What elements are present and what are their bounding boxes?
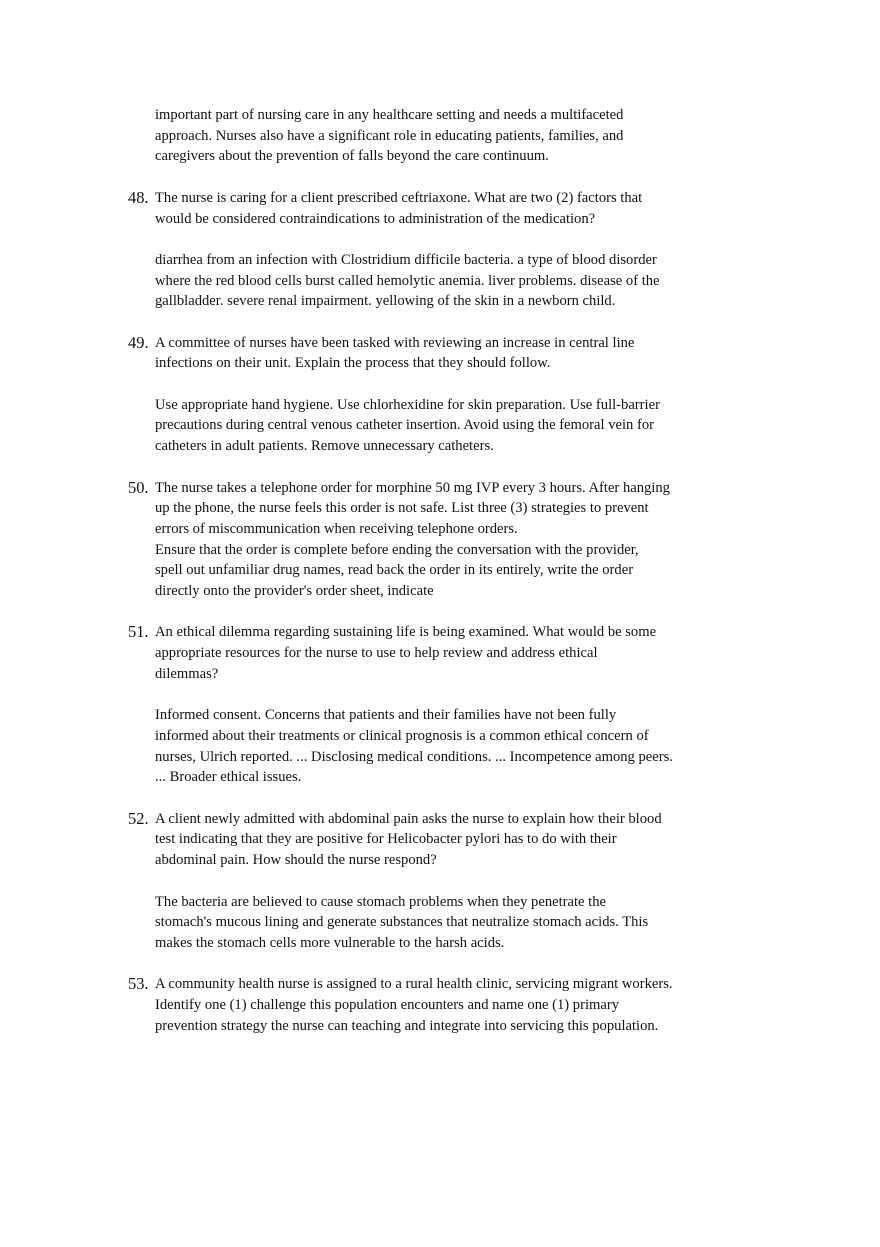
question-line: dilemmas? [155, 665, 219, 682]
question-line: A committee of nurses have been tasked with reviewing an increase in central line [155, 334, 635, 351]
answer-line: stomach's mucous lining and generate substances that neutralize stomach acids. This [155, 914, 649, 931]
question-number: 49. [128, 332, 149, 352]
question-line: An ethical dilemma regarding sustaining life is being examined. What would be some [155, 624, 657, 641]
question-number: 52. [128, 808, 149, 828]
answer-line: Use appropriate hand hygiene. Use chlorhexidine for skin preparation. Use full-barrier [155, 396, 660, 413]
answer-text [155, 395, 700, 457]
document-body [128, 105, 700, 1036]
question-number: 48. [128, 187, 149, 207]
spacer [155, 871, 700, 892]
intro-paragraph [155, 105, 700, 167]
question-line: The nurse takes a telephone order for morphine 50 mg IVP every 3 hours. After hanging [155, 479, 670, 496]
question-line: spell out unfamiliar drug names, read back the order in its entirely, write the order [155, 562, 634, 579]
question-text [155, 478, 700, 602]
answer-text [155, 250, 700, 312]
answer-line: Informed consent. Concerns that patients and their families have not been fully [155, 707, 617, 724]
question-text [155, 188, 700, 229]
question-text [155, 333, 700, 374]
question-line: would be considered contraindications to administration of the medication? [155, 210, 596, 227]
question-item [128, 974, 700, 1036]
question-line: infections on their unit. Explain the process that they should follow. [155, 355, 551, 372]
question-line: appropriate resources for the nurse to use to help review and address ethical [155, 645, 598, 662]
question-text [155, 622, 700, 684]
intro-line: approach. Nurses also have a significant role in educating patients, families, and [155, 127, 624, 144]
question-line: abdominal pain. How should the nurse respond? [155, 852, 437, 869]
spacer [155, 167, 700, 188]
spacer [155, 457, 700, 478]
question-item [128, 477, 700, 602]
intro-line: caregivers about the prevention of falls beyond the care continuum. [155, 148, 549, 165]
answer-line: precautions during central venous catheter insertion. Avoid using the femoral vein for [155, 417, 655, 434]
question-item [128, 187, 700, 312]
question-line: A community health nurse is assigned to a rural health clinic, servicing migrant workers. [155, 976, 673, 993]
question-list [128, 167, 700, 1036]
spacer [155, 312, 700, 333]
answer-line: The bacteria are believed to cause stomach problems when they penetrate the [155, 893, 606, 910]
question-line: Ensure that the order is complete before ending the conversation with the provider, [155, 541, 639, 558]
question-text [155, 809, 700, 871]
answer-line: makes the stomach cells more vulnerable to the harsh acids. [155, 934, 505, 951]
answer-line: catheters in adult patients. Remove unnecessary catheters. [155, 438, 494, 455]
spacer [155, 788, 700, 809]
question-line: The nurse is caring for a client prescribed ceftriaxone. What are two (2) factors that [155, 189, 643, 206]
question-number: 53. [128, 974, 149, 994]
spacer [155, 685, 700, 706]
question-text [155, 974, 700, 1036]
question-line: test indicating that they are positive for Helicobacter pylori has to do with their [155, 831, 617, 848]
intro-line: important part of nursing care in any healthcare setting and needs a multifaceted [155, 107, 624, 123]
answer-line: diarrhea from an infection with Clostridium difficile bacteria. a type of blood disorder [155, 251, 657, 268]
spacer [155, 229, 700, 250]
spacer [155, 374, 700, 395]
answer-line: informed about their treatments or clinical prognosis is a common ethical concern of [155, 727, 649, 744]
question-line: prevention strategy the nurse can teaching and integrate into servicing this population. [155, 1017, 659, 1034]
answer-line: gallbladder. severe renal impairment. yellowing of the skin in a newborn child. [155, 293, 616, 310]
answer-line: where the red blood cells burst called hemolytic anemia. liver problems. disease of the [155, 272, 660, 289]
question-line: errors of miscommunication when receiving telephone orders. [155, 520, 518, 537]
question-number: 51. [128, 622, 149, 642]
answer-text [155, 892, 700, 954]
question-line: directly onto the provider's order sheet, indicate [155, 583, 434, 600]
question-line: A client newly admitted with abdominal pain asks the nurse to explain how their blood [155, 810, 662, 827]
answer-line: nurses, Ulrich reported. ... Disclosing medical conditions. ... Incompetence among peers. [155, 748, 673, 765]
question-number: 50. [128, 477, 149, 497]
spacer [155, 954, 700, 975]
question-item [128, 332, 700, 457]
question-line: up the phone, the nurse feels this order is not safe. List three (3) strategies to prevent [155, 500, 649, 517]
spacer [155, 602, 700, 623]
question-item [128, 622, 700, 788]
question-line: Identify one (1) challenge this population encounters and name one (1) primary [155, 997, 620, 1014]
answer-line: ... Broader ethical issues. [155, 769, 302, 786]
question-item [128, 808, 700, 954]
answer-text [155, 705, 700, 788]
